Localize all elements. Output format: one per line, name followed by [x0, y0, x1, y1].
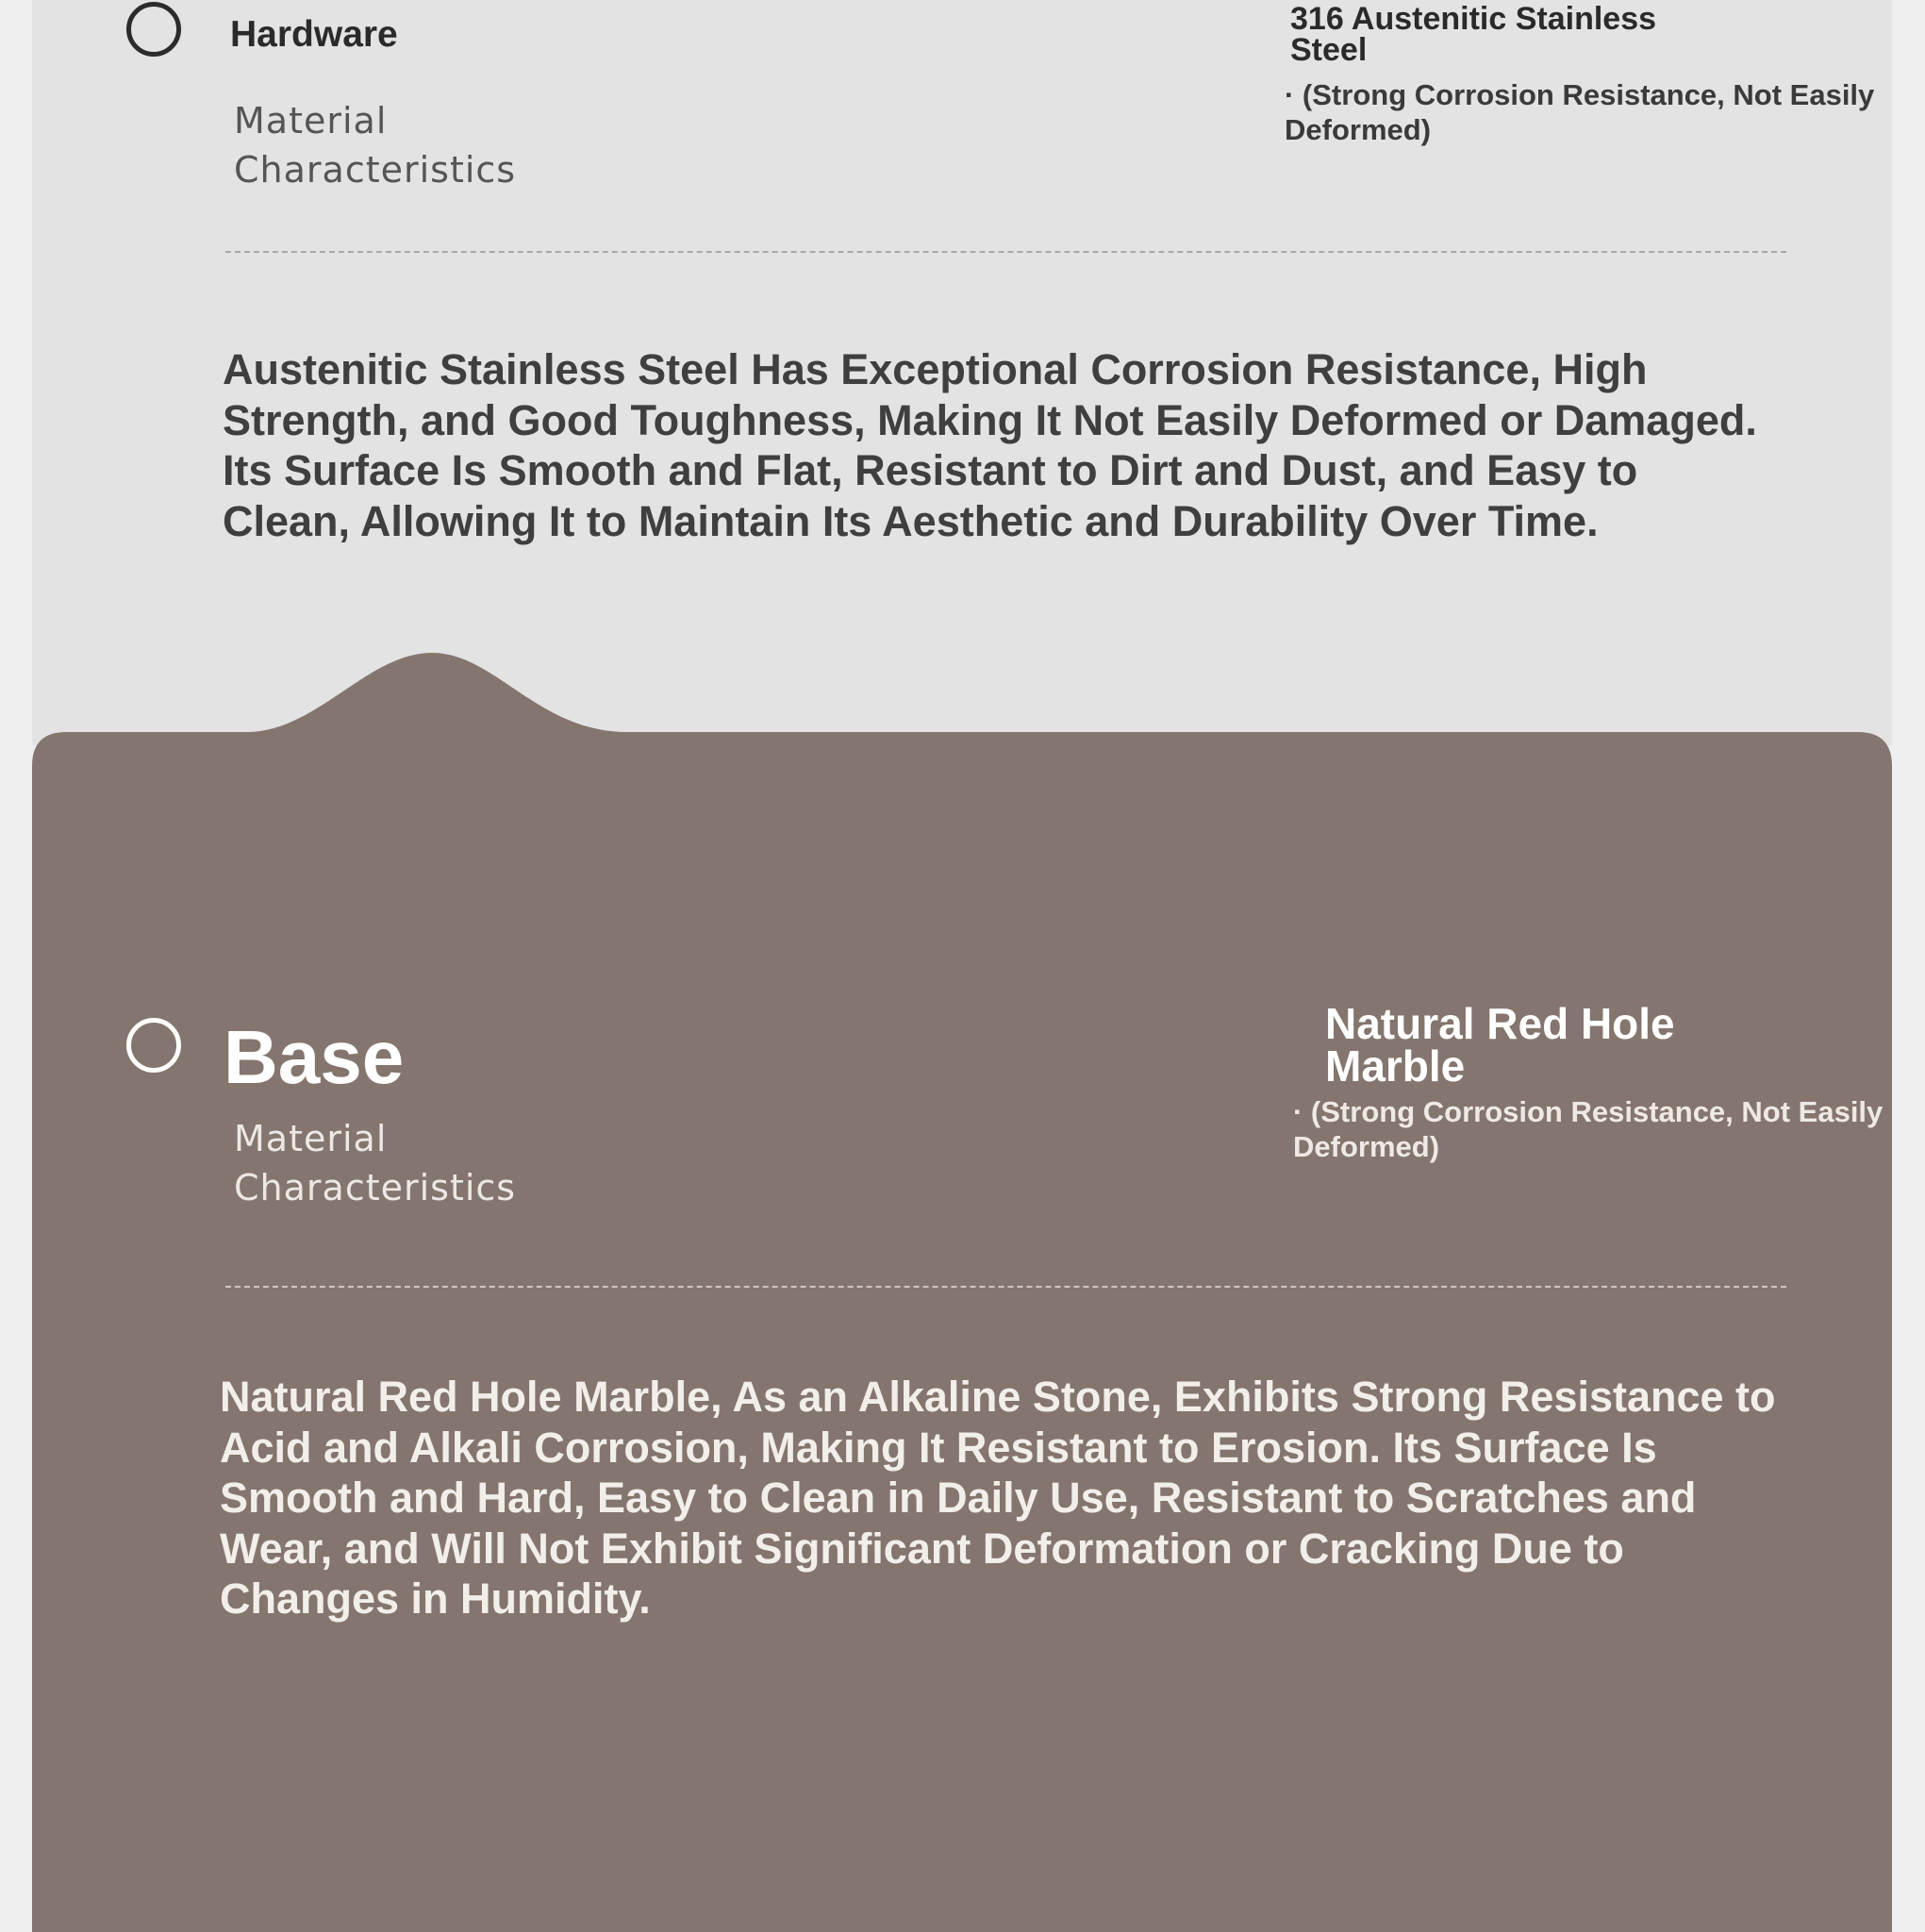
base-description-line: Acid and Alkali Corrosion, Making It Resistant to Erosion. Its Surface Is [220, 1423, 1657, 1472]
hardware-note-line1: · (Strong Corrosion Resistance, Not Easily [1285, 78, 1875, 111]
base-description-line: Smooth and Hard, Easy to Clean in Daily Use, Resistant to Scratches and [220, 1474, 1697, 1522]
hardware-note-line2: Deformed) [1285, 113, 1432, 146]
hardware-description-line: Clean, Allowing It to Maintain Its Aesthetic and Durability Over Time. [223, 496, 1599, 545]
hardware-title: Hardware [230, 14, 398, 55]
base-description [220, 1372, 1776, 1624]
base-subtitle-line1: Material [234, 1118, 388, 1159]
base-title: Base [224, 1015, 405, 1099]
hardware-material-name [1290, 1, 1657, 69]
base-circle-icon [126, 1018, 181, 1073]
base-material-note [1293, 1094, 1883, 1164]
hardware-material-line2: Steel [1290, 32, 1368, 69]
base-note-line2: Deformed) [1293, 1130, 1440, 1163]
hardware-description [223, 344, 1757, 546]
base-description-line: Wear, and Will Not Exhibit Significant Deformation or Cracking Due to [220, 1524, 1624, 1573]
base-description-line: Natural Red Hole Marble, As an Alkaline Stone, Exhibits Strong Resistance to [220, 1373, 1776, 1421]
base-description-line: Changes in Humidity. [220, 1574, 651, 1623]
hardware-description-line: Its Surface Is Smooth and Flat, Resistant to Dirt and Dust, and Easy to [223, 446, 1638, 494]
hardware-material-note [1285, 77, 1874, 147]
base-panel-shape [32, 653, 1892, 1932]
hardware-subtitle-line2: Characteristics [234, 149, 517, 191]
hardware-description-line: Austenitic Stainless Steel Has Exceptional Corrosion Resistance, High [223, 345, 1648, 393]
hardware-circle-icon [126, 2, 181, 57]
base-divider [225, 1286, 1786, 1288]
base-material-name [1325, 999, 1675, 1091]
hardware-material-line1: 316 Austenitic Stainless [1290, 1, 1657, 37]
base-subtitle [234, 1114, 516, 1212]
hardware-subtitle [234, 96, 516, 194]
base-material-line2: Marble [1325, 1041, 1466, 1091]
base-subtitle-line2: Characteristics [234, 1167, 517, 1208]
hardware-subtitle-line1: Material [234, 100, 388, 142]
base-material-line1: Natural Red Hole [1325, 999, 1675, 1048]
hardware-description-line: Strength, and Good Toughness, Making It Not Easily Deformed or Damaged. [223, 395, 1757, 444]
hardware-divider [225, 251, 1786, 253]
base-note-line1: · (Strong Corrosion Resistance, Not Easily [1293, 1095, 1884, 1128]
